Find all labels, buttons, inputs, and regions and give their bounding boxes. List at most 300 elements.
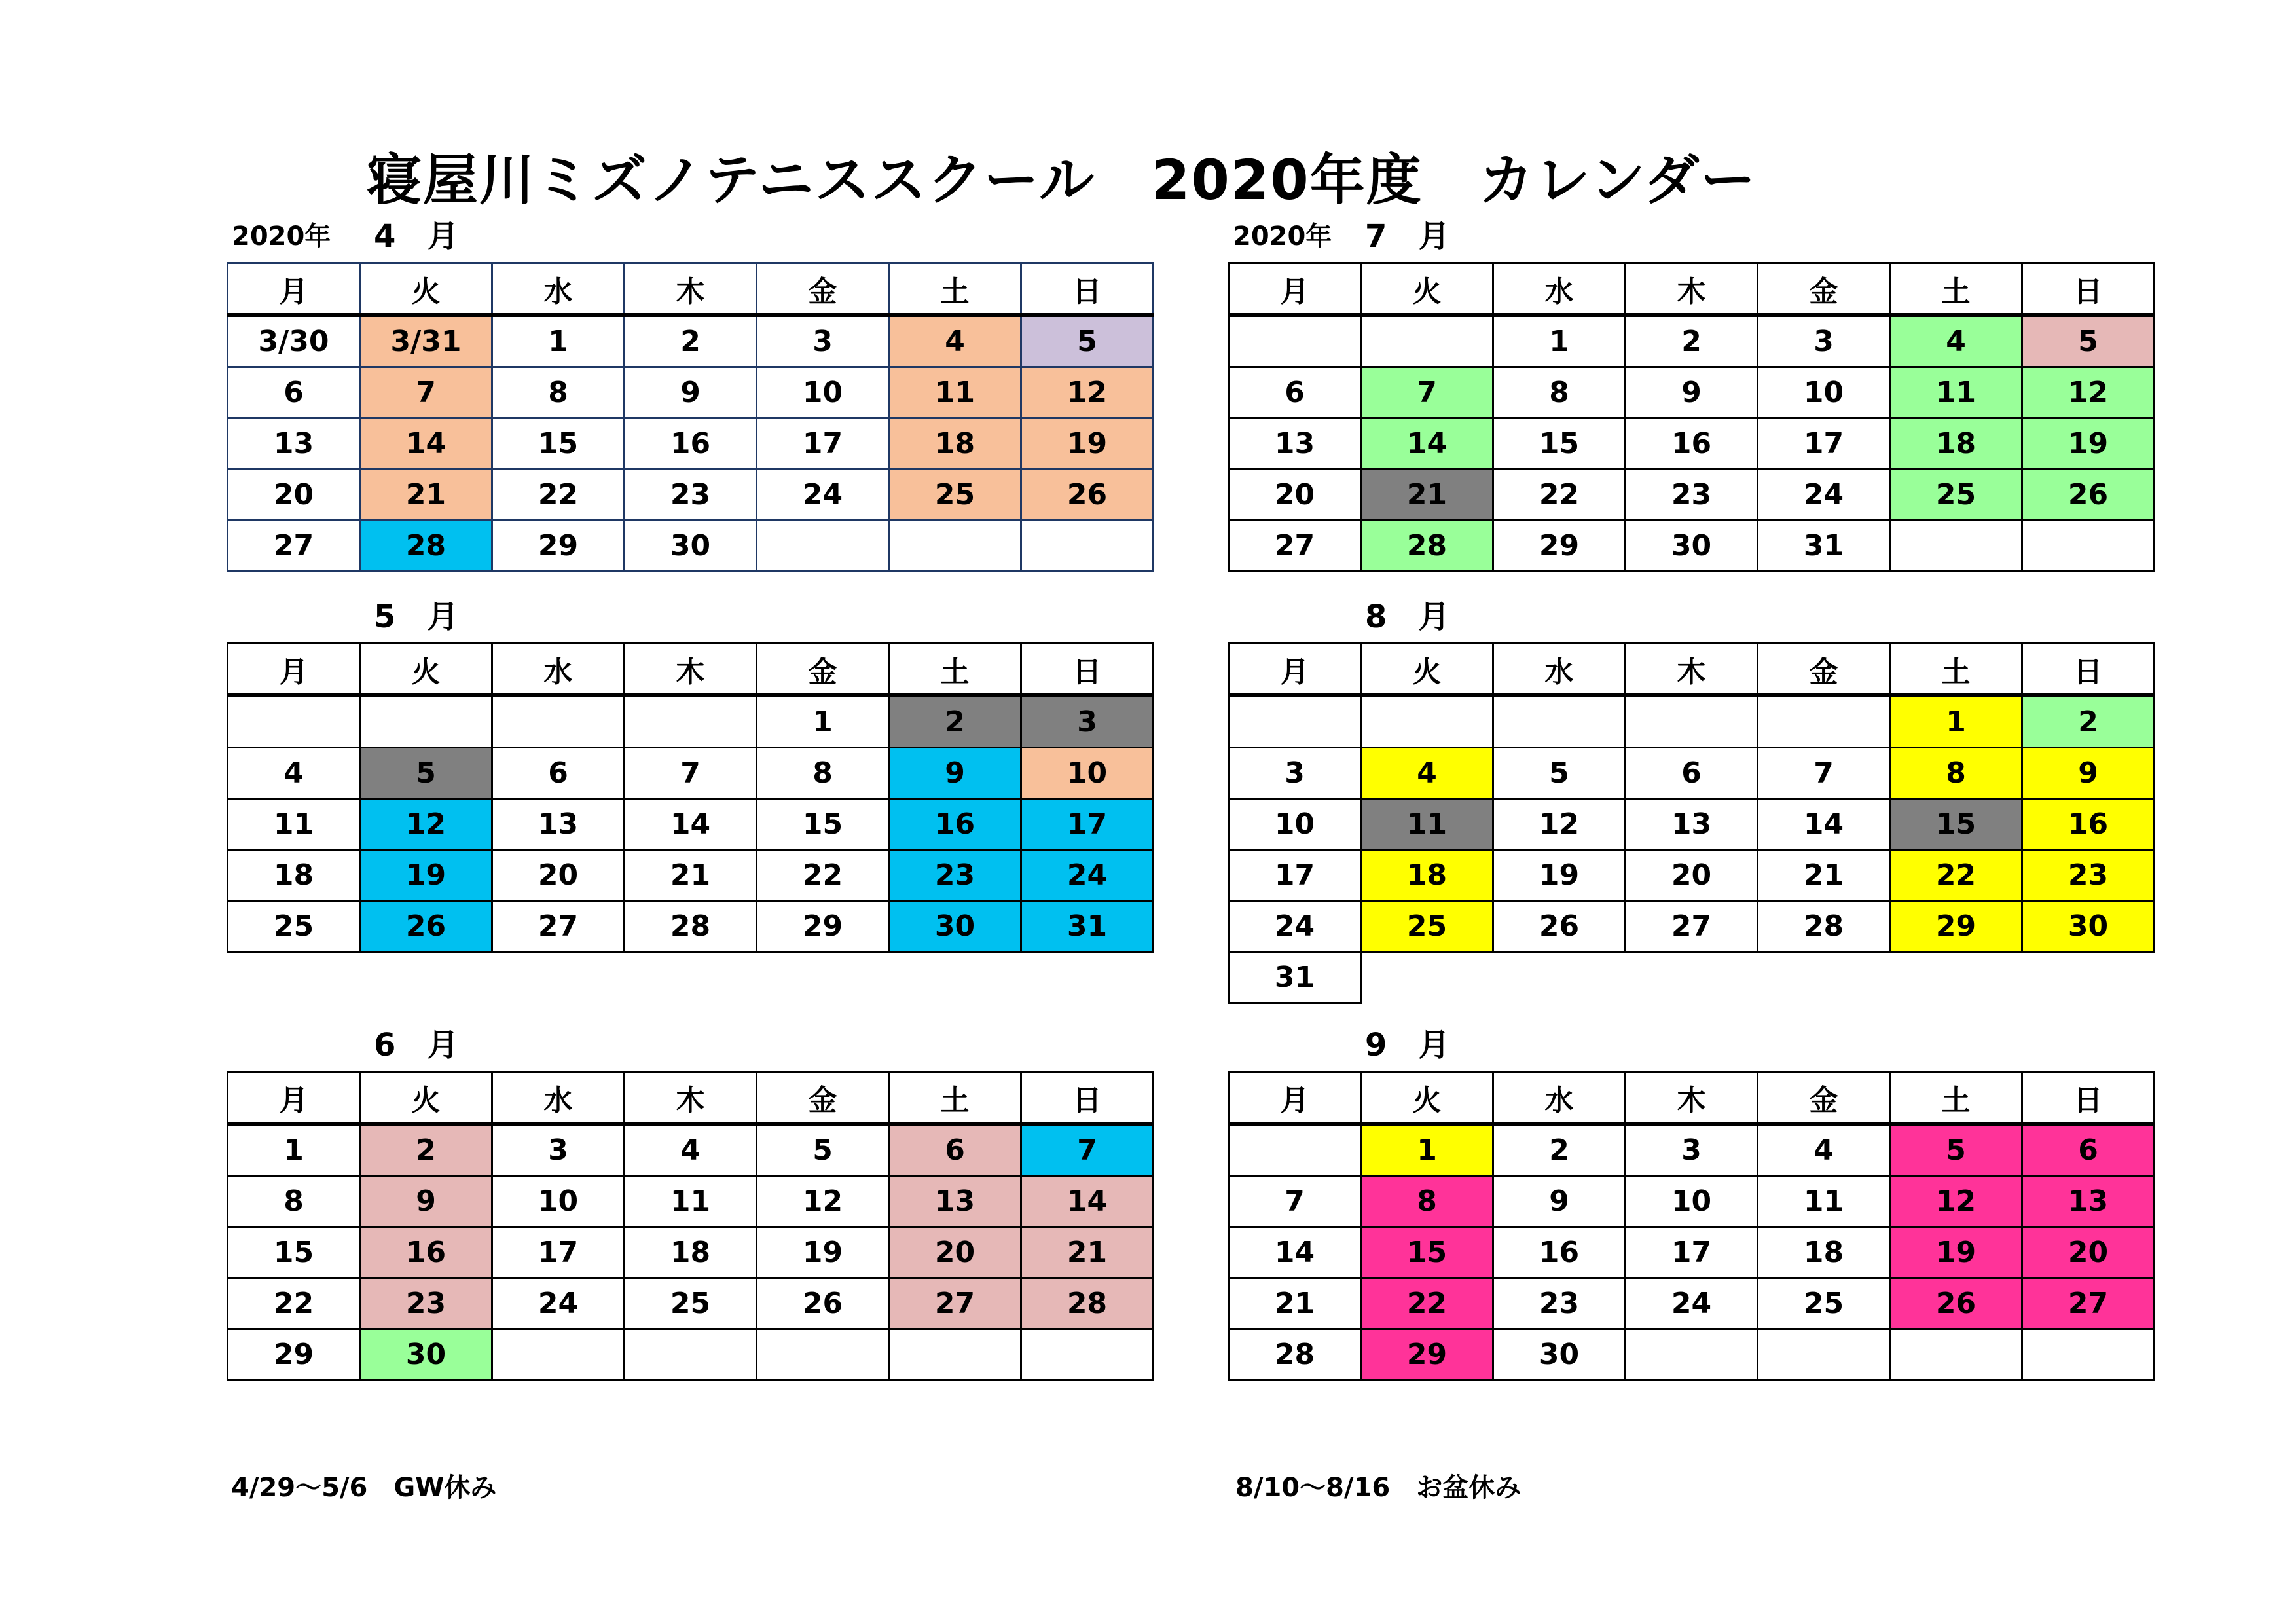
day-cell: 5 (360, 748, 492, 799)
day-cell: 19 (1021, 418, 1154, 470)
day-cell: 13 (492, 799, 625, 850)
day-cell: 2 (360, 1124, 492, 1176)
day-cell (1758, 1329, 1890, 1380)
day-cell: 22 (757, 850, 889, 901)
weekday-header: 火 (360, 644, 492, 696)
day-cell: 23 (2022, 850, 2155, 901)
day-cell: 23 (1626, 470, 1758, 521)
calendar-grid (227, 642, 1154, 953)
day-cell: 3/31 (360, 315, 492, 367)
day-cell: 9 (2022, 748, 2155, 799)
calendar-june (227, 1027, 1154, 1381)
day-cell: 2 (889, 695, 1021, 748)
day-cell: 27 (1229, 521, 1361, 572)
day-cell: 15 (1493, 418, 1626, 470)
week-row (1229, 470, 2155, 521)
day-cell: 15 (1890, 799, 2022, 850)
weekday-header: 月 (228, 263, 360, 316)
day-cell: 10 (757, 367, 889, 418)
day-cell (2022, 521, 2155, 572)
weekday-header: 水 (492, 1072, 625, 1124)
day-cell: 3 (1626, 1124, 1758, 1176)
weekday-header: 日 (2022, 1072, 2155, 1124)
day-cell: 19 (1493, 850, 1626, 901)
day-cell: 23 (625, 470, 757, 521)
day-cell: 5 (1021, 315, 1154, 367)
weekday-header: 日 (1021, 644, 1154, 696)
month-label: 5 月 (374, 599, 459, 635)
day-cell: 25 (228, 901, 360, 952)
week-row (1229, 367, 2155, 418)
day-cell (1229, 1124, 1361, 1176)
day-cell: 12 (1493, 799, 1626, 850)
day-cell: 12 (2022, 367, 2155, 418)
day-cell: 25 (1758, 1278, 1890, 1329)
week-row (1229, 315, 2155, 367)
calendar-grid (1228, 642, 2155, 1004)
calendar-august (1228, 599, 2155, 1004)
day-cell: 11 (1758, 1176, 1890, 1227)
week-row (228, 1278, 1154, 1329)
week-row (228, 315, 1154, 367)
day-cell: 23 (360, 1278, 492, 1329)
calendar-september (1228, 1027, 2155, 1381)
day-cell: 8 (757, 748, 889, 799)
weekday-header: 土 (889, 1072, 1021, 1124)
weekday-header: 月 (1229, 263, 1361, 316)
day-cell: 6 (889, 1124, 1021, 1176)
weekday-header: 土 (1890, 644, 2022, 696)
day-cell (1626, 1329, 1758, 1380)
weekday-header: 金 (757, 1072, 889, 1124)
weekday-header: 月 (228, 1072, 360, 1124)
day-cell: 29 (1361, 1329, 1493, 1380)
weekday-header: 水 (492, 644, 625, 696)
day-cell: 24 (1626, 1278, 1758, 1329)
day-cell: 2 (2022, 695, 2155, 748)
year-label: 2020年 (1233, 221, 1332, 251)
day-cell: 19 (2022, 418, 2155, 470)
day-cell: 10 (1758, 367, 1890, 418)
week-row (1229, 901, 2155, 952)
week-row (1229, 695, 2155, 748)
weekday-header: 日 (1021, 263, 1154, 316)
day-cell: 8 (1361, 1176, 1493, 1227)
week-row (1229, 418, 2155, 470)
day-cell: 1 (1493, 315, 1626, 367)
day-cell: 30 (360, 1329, 492, 1380)
day-cell: 13 (1626, 799, 1758, 850)
weekday-header: 木 (1626, 263, 1758, 316)
day-cell: 14 (360, 418, 492, 470)
day-cell: 9 (625, 367, 757, 418)
weekday-header: 火 (1361, 263, 1493, 316)
day-cell: 28 (625, 901, 757, 952)
day-cell: 11 (228, 799, 360, 850)
day-cell: 28 (360, 521, 492, 572)
calendar-grid (1228, 262, 2155, 572)
day-cell: 21 (360, 470, 492, 521)
day-cell (228, 695, 360, 748)
day-cell: 27 (492, 901, 625, 952)
day-cell: 30 (889, 901, 1021, 952)
day-cell: 29 (492, 521, 625, 572)
day-cell: 28 (1229, 1329, 1361, 1380)
day-cell: 26 (2022, 470, 2155, 521)
day-cell: 24 (492, 1278, 625, 1329)
day-cell: 6 (1229, 367, 1361, 418)
day-cell: 1 (1890, 695, 2022, 748)
day-cell: 26 (1493, 901, 1626, 952)
weekday-header: 土 (889, 644, 1021, 696)
day-cell: 26 (1021, 470, 1154, 521)
month-label: 6 月 (374, 1027, 459, 1063)
day-cell: 7 (360, 367, 492, 418)
day-cell: 3 (1758, 315, 1890, 367)
day-cell: 17 (1021, 799, 1154, 850)
day-cell (492, 695, 625, 748)
week-row (1229, 521, 2155, 572)
day-cell: 25 (625, 1278, 757, 1329)
day-cell: 2 (625, 315, 757, 367)
day-cell: 24 (757, 470, 889, 521)
day-cell: 4 (1890, 315, 2022, 367)
day-cell (2022, 1329, 2155, 1380)
day-cell: 4 (1758, 1124, 1890, 1176)
day-cell: 15 (757, 799, 889, 850)
day-cell: 6 (2022, 1124, 2155, 1176)
day-cell: 25 (1361, 901, 1493, 952)
day-cell: 16 (889, 799, 1021, 850)
day-cell: 13 (2022, 1176, 2155, 1227)
year-label: 2020年 (232, 221, 331, 251)
day-cell: 17 (757, 418, 889, 470)
day-cell: 10 (492, 1176, 625, 1227)
day-cell: 27 (2022, 1278, 2155, 1329)
weekday-header: 水 (1493, 263, 1626, 316)
weekday-header: 日 (1021, 1072, 1154, 1124)
week-row (1229, 1176, 2155, 1227)
day-cell (360, 695, 492, 748)
month-label: 7 月 (1365, 218, 1450, 255)
day-cell: 26 (757, 1278, 889, 1329)
weekday-header: 金 (1758, 1072, 1890, 1124)
week-row (1229, 799, 2155, 850)
day-cell: 5 (757, 1124, 889, 1176)
obon-holiday-note: 8/10～8/16 お盆休み (1235, 1473, 1522, 1503)
day-cell: 23 (1493, 1278, 1626, 1329)
day-cell: 4 (1361, 748, 1493, 799)
week-row (228, 470, 1154, 521)
day-cell: 11 (1361, 799, 1493, 850)
weekday-header: 木 (1626, 1072, 1758, 1124)
weekday-header-row (1229, 263, 2155, 316)
day-cell: 30 (625, 521, 757, 572)
day-cell: 26 (360, 901, 492, 952)
day-cell: 8 (1890, 748, 2022, 799)
day-cell (889, 521, 1021, 572)
day-cell (1890, 952, 2022, 1003)
day-cell: 18 (625, 1227, 757, 1278)
weekday-header: 木 (625, 644, 757, 696)
day-cell: 31 (1021, 901, 1154, 952)
week-row (228, 1329, 1154, 1380)
day-cell: 9 (1626, 367, 1758, 418)
gw-holiday-note: 4/29～5/6 GW休み (231, 1473, 497, 1503)
day-cell: 13 (889, 1176, 1021, 1227)
day-cell: 1 (492, 315, 625, 367)
weekday-header: 金 (757, 644, 889, 696)
day-cell (1493, 695, 1626, 748)
weekday-header: 木 (1626, 644, 1758, 696)
weekday-header: 金 (1758, 263, 1890, 316)
day-cell (1229, 315, 1361, 367)
day-cell: 17 (492, 1227, 625, 1278)
week-row (228, 367, 1154, 418)
day-cell: 6 (1626, 748, 1758, 799)
week-row (1229, 850, 2155, 901)
day-cell: 26 (1890, 1278, 2022, 1329)
day-cell: 4 (889, 315, 1021, 367)
week-row (1229, 1124, 2155, 1176)
day-cell: 3 (492, 1124, 625, 1176)
day-cell: 16 (1626, 418, 1758, 470)
day-cell: 4 (228, 748, 360, 799)
weekday-header-row (1229, 1072, 2155, 1124)
day-cell: 6 (228, 367, 360, 418)
day-cell: 7 (1361, 367, 1493, 418)
day-cell: 8 (228, 1176, 360, 1227)
week-row (228, 901, 1154, 952)
day-cell: 14 (625, 799, 757, 850)
month-label: 8 月 (1365, 599, 1450, 635)
day-cell (1021, 1329, 1154, 1380)
day-cell: 30 (1626, 521, 1758, 572)
day-cell: 18 (1361, 850, 1493, 901)
day-cell: 9 (1493, 1176, 1626, 1227)
day-cell: 14 (1758, 799, 1890, 850)
weekday-header: 日 (2022, 263, 2155, 316)
day-cell: 16 (1493, 1227, 1626, 1278)
weekday-header: 月 (1229, 1072, 1361, 1124)
day-cell: 19 (757, 1227, 889, 1278)
weekday-header: 木 (625, 1072, 757, 1124)
day-cell: 30 (1493, 1329, 1626, 1380)
calendar-july (1228, 218, 2155, 572)
weekday-header-row (1229, 644, 2155, 696)
day-cell: 17 (1758, 418, 1890, 470)
page-title: 寝屋川ミズノテニススクール 2020年度 カレンダー (367, 148, 1757, 212)
week-row (228, 418, 1154, 470)
day-cell (1229, 695, 1361, 748)
day-cell: 12 (757, 1176, 889, 1227)
calendar-grid (227, 262, 1154, 572)
day-cell (625, 695, 757, 748)
day-cell: 29 (757, 901, 889, 952)
day-cell: 20 (1229, 470, 1361, 521)
day-cell (492, 1329, 625, 1380)
day-cell: 8 (492, 367, 625, 418)
day-cell: 24 (1758, 470, 1890, 521)
day-cell: 10 (1626, 1176, 1758, 1227)
day-cell: 5 (1890, 1124, 2022, 1176)
day-cell: 22 (1890, 850, 2022, 901)
day-cell: 19 (1890, 1227, 2022, 1278)
weekday-header-row (228, 1072, 1154, 1124)
day-cell: 3 (1229, 748, 1361, 799)
week-row (1229, 748, 2155, 799)
day-cell: 2 (1493, 1124, 1626, 1176)
day-cell: 7 (625, 748, 757, 799)
day-cell (1758, 952, 1890, 1003)
day-cell: 21 (1361, 470, 1493, 521)
day-cell: 28 (1021, 1278, 1154, 1329)
day-cell: 17 (1626, 1227, 1758, 1278)
week-row (228, 521, 1154, 572)
day-cell: 1 (228, 1124, 360, 1176)
day-cell (1890, 521, 2022, 572)
weekday-header: 日 (2022, 644, 2155, 696)
day-cell: 18 (1758, 1227, 1890, 1278)
day-cell: 29 (1493, 521, 1626, 572)
day-cell: 16 (360, 1227, 492, 1278)
day-cell: 25 (889, 470, 1021, 521)
day-cell: 22 (1361, 1278, 1493, 1329)
calendar-may (227, 599, 1154, 953)
day-cell: 1 (1361, 1124, 1493, 1176)
day-cell: 18 (1890, 418, 2022, 470)
day-cell: 14 (1229, 1227, 1361, 1278)
day-cell: 3 (1021, 695, 1154, 748)
day-cell (2022, 952, 2155, 1003)
weekday-header: 月 (1229, 644, 1361, 696)
day-cell: 15 (492, 418, 625, 470)
day-cell (1890, 1329, 2022, 1380)
day-cell: 18 (228, 850, 360, 901)
day-cell: 21 (1021, 1227, 1154, 1278)
day-cell: 12 (1021, 367, 1154, 418)
day-cell: 27 (1626, 901, 1758, 952)
day-cell: 7 (1021, 1124, 1154, 1176)
weekday-header: 金 (1758, 644, 1890, 696)
day-cell (1758, 695, 1890, 748)
weekday-header: 月 (228, 644, 360, 696)
day-cell: 24 (1229, 901, 1361, 952)
day-cell: 28 (1758, 901, 1890, 952)
weekday-header: 土 (1890, 263, 2022, 316)
weekday-header: 火 (360, 263, 492, 316)
day-cell: 4 (625, 1124, 757, 1176)
day-cell: 30 (2022, 901, 2155, 952)
day-cell: 25 (1890, 470, 2022, 521)
day-cell: 20 (492, 850, 625, 901)
day-cell (1493, 952, 1626, 1003)
day-cell: 5 (1493, 748, 1626, 799)
day-cell (1021, 521, 1154, 572)
weekday-header: 水 (492, 263, 625, 316)
day-cell: 16 (2022, 799, 2155, 850)
weekday-header: 土 (889, 263, 1021, 316)
week-row (228, 1227, 1154, 1278)
day-cell: 5 (2022, 315, 2155, 367)
month-label: 9 月 (1365, 1027, 1450, 1063)
weekday-header-row (228, 644, 1154, 696)
day-cell: 17 (1229, 850, 1361, 901)
weekday-header: 水 (1493, 1072, 1626, 1124)
day-cell: 15 (228, 1227, 360, 1278)
day-cell: 16 (625, 418, 757, 470)
day-cell: 20 (889, 1227, 1021, 1278)
day-cell (625, 1329, 757, 1380)
day-cell: 10 (1021, 748, 1154, 799)
month-label: 4 月 (374, 218, 459, 255)
weekday-header: 金 (757, 263, 889, 316)
day-cell (757, 1329, 889, 1380)
day-cell: 19 (360, 850, 492, 901)
weekday-header: 木 (625, 263, 757, 316)
day-cell: 11 (1890, 367, 2022, 418)
day-cell: 9 (889, 748, 1021, 799)
day-cell: 28 (1361, 521, 1493, 572)
day-cell: 8 (1493, 367, 1626, 418)
day-cell: 13 (1229, 418, 1361, 470)
day-cell: 18 (889, 418, 1021, 470)
day-cell: 7 (1229, 1176, 1361, 1227)
day-cell: 11 (889, 367, 1021, 418)
day-cell: 29 (1890, 901, 2022, 952)
week-row (228, 695, 1154, 748)
day-cell: 24 (1021, 850, 1154, 901)
day-cell (1626, 952, 1758, 1003)
week-row (1229, 1227, 2155, 1278)
day-cell: 21 (1758, 850, 1890, 901)
weekday-header: 火 (360, 1072, 492, 1124)
day-cell: 23 (889, 850, 1021, 901)
week-row (228, 748, 1154, 799)
week-row (1229, 952, 2155, 1003)
day-cell: 20 (1626, 850, 1758, 901)
day-cell: 3 (757, 315, 889, 367)
calendar-grid (1228, 1071, 2155, 1381)
day-cell: 10 (1229, 799, 1361, 850)
day-cell: 6 (492, 748, 625, 799)
day-cell: 12 (360, 799, 492, 850)
week-row (228, 850, 1154, 901)
day-cell: 29 (228, 1329, 360, 1380)
day-cell (757, 521, 889, 572)
weekday-header: 水 (1493, 644, 1626, 696)
day-cell: 12 (1890, 1176, 2022, 1227)
day-cell (1626, 695, 1758, 748)
day-cell: 21 (625, 850, 757, 901)
day-cell: 1 (757, 695, 889, 748)
weekday-header: 土 (1890, 1072, 2022, 1124)
day-cell (1361, 695, 1493, 748)
day-cell: 22 (492, 470, 625, 521)
day-cell: 22 (228, 1278, 360, 1329)
day-cell: 15 (1361, 1227, 1493, 1278)
calendar-april (227, 218, 1154, 572)
week-row (1229, 1278, 2155, 1329)
weekday-header: 火 (1361, 1072, 1493, 1124)
week-row (228, 1124, 1154, 1176)
week-row (1229, 1329, 2155, 1380)
day-cell (889, 1329, 1021, 1380)
day-cell (1361, 315, 1493, 367)
day-cell: 22 (1493, 470, 1626, 521)
day-cell: 9 (360, 1176, 492, 1227)
day-cell: 27 (228, 521, 360, 572)
